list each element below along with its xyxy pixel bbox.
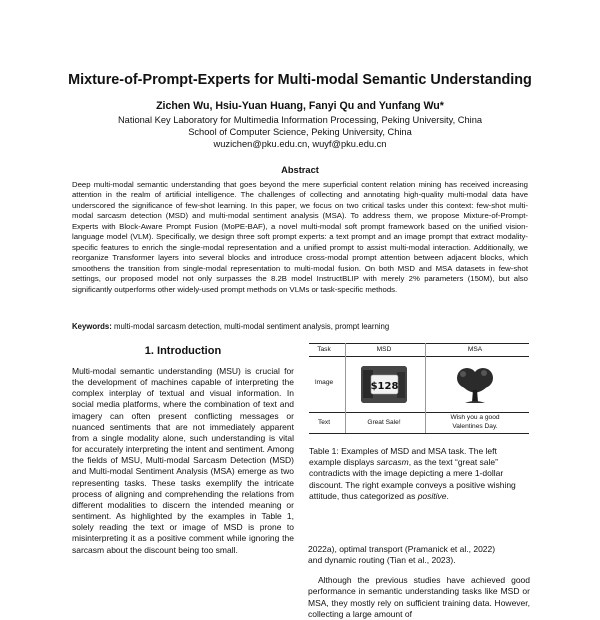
price-tag-text: $128 — [370, 381, 399, 392]
keywords-label: Keywords: — [72, 322, 112, 331]
right-col-para-2: Although the previous studies have achieved good performance in semantic understanding tasks like MSD or MSA, they mostly rely on sufficient training data. However, collecting a large amount of — [308, 575, 530, 619]
intro-text: Multi-modal semantic understanding (MSU) is crucial for the development of machines capable of interpreting the complex interplay of textual and visual information. In social media platforms, where the combination of text and imagery can often present conflicting messages or nuanced sentiments that are not immediately apparent from a single modality alone, such understanding is vital for accurately interpreting the intent and sentiment. Among the fields of MSU, Multi-modal Sarcasm Detection (MSD) and Multi-modal Sentiment Analysis (MSA) emerge as two representing tasks. These tasks exemplify the intricate process of aligning and comprehending the relations from different modalities to discern the intended meaning or sentiment. As highlighted by the examples in Table 1, solely reading the text or image of MSD is prone to misinterpreting it as a positive comment while ignoring the sarcasm about the discount being too small. — [72, 366, 294, 555]
msa-example-image — [453, 364, 497, 406]
abstract-body: Deep multi-modal semantic understanding that goes beyond the mere superficial content relation mining has received increasing attention in the realm of artificial intelligence. The challenges of collecting and annotating high-quality multi-modal data have underscored the significance of few-shot learning. In this paper, we focus on two critical tasks under this context: few-shot multi-modal sarcasm detection (MSD) and multi-modal sentiment analysis (MSA). To address them, we propose Mixture-of-Prompt-Experts with Block-Aware Prompt Fusion (MoPE-BAF), a novel multi-modal soft prompt framework based on the unified vision-language model (VLM). Specifically, we design three soft prompt experts: a text prompt and an image prompt that extract modality-specific features to enrich the single-modal representation and a unified prompt to assist multi-modal interaction. Additionally, we reorganize Transformer layers into several blocks and introduce cross-modal prompt attention between adjacent blocks, which smoothens the transition from single-modal representation to multi-modal fusion. On both MSD and MSA datasets in few-shot settings, our proposed model not only surpasses the 8.2B model InstructBLIP with merely 2% parameters (150M), but also significantly outperforms other widely-used prompt methods on VLMs or task-specific methods. — [72, 180, 528, 294]
right-column-fragment — [308, 544, 530, 567]
caption-suffix: . — [446, 490, 449, 501]
table-header-task: Task — [317, 346, 331, 353]
caption-em-positive: positive — [417, 490, 447, 501]
abstract-heading: Abstract — [281, 165, 319, 175]
intro-paragraph — [72, 366, 294, 556]
price-tag-picture-icon — [361, 366, 407, 403]
right-col-line-1: 2022a), optimal transport (Pramanick et al., 2022) — [308, 544, 496, 554]
table-header-rule — [309, 356, 529, 357]
table-top-rule — [309, 343, 529, 344]
table-mid-rule — [309, 412, 529, 413]
table-row-label-text: Text — [317, 419, 331, 426]
caption-prefix: Table 1: Examples of MSD and MSA task. The left example displays — [309, 446, 497, 468]
keywords — [72, 322, 528, 331]
author-list: Zichen Wu, Hsiu-Yuan Huang, Fanyi Qu and Yunfang Wu* — [156, 100, 444, 112]
msa-text-line-1: Wish you a good — [450, 414, 500, 421]
author-emails: wuzichen@pku.edu.cn, wuyf@pku.edu.cn — [213, 139, 387, 149]
section-heading: 1. Introduction — [144, 345, 222, 357]
msa-text-line-2: Valentines Day. — [452, 423, 498, 430]
table-header-msa: MSA — [467, 346, 483, 353]
msd-text-cell: Great Sale! — [367, 419, 401, 426]
table-col-divider-2 — [425, 343, 426, 433]
table-bottom-rule — [309, 433, 529, 434]
table-row-label-image: Image — [314, 379, 334, 386]
paper-title: Mixture-of-Prompt-Experts for Multi-modal Semantic Understanding — [68, 72, 532, 88]
table-header-msd: MSD — [376, 346, 392, 353]
heart-tree-picture-icon — [453, 364, 497, 406]
affiliation-2: School of Computer Science, Peking University, China — [188, 127, 412, 137]
msd-example-image — [361, 366, 407, 403]
caption-em-sarcasm: sarcasm — [376, 457, 409, 468]
keywords-text: multi-modal sarcasm detection, multi-modal sentiment analysis, prompt learning — [114, 322, 390, 331]
right-column-paragraph — [308, 575, 530, 620]
caption-middle: , as the text “great sale” contradicts with the image depicting a mere 1-dollar discount. The right example conveys a positive wishing attitude, thus categorized as — [309, 457, 516, 501]
table-col-divider-1 — [345, 343, 346, 433]
right-col-line-2: and dynamic routing (Tian et al., 2023). — [308, 555, 456, 566]
affiliation-1: National Key Laboratory for Multimedia Information Processing, Peking University, China — [117, 115, 483, 125]
table-caption — [309, 446, 529, 502]
